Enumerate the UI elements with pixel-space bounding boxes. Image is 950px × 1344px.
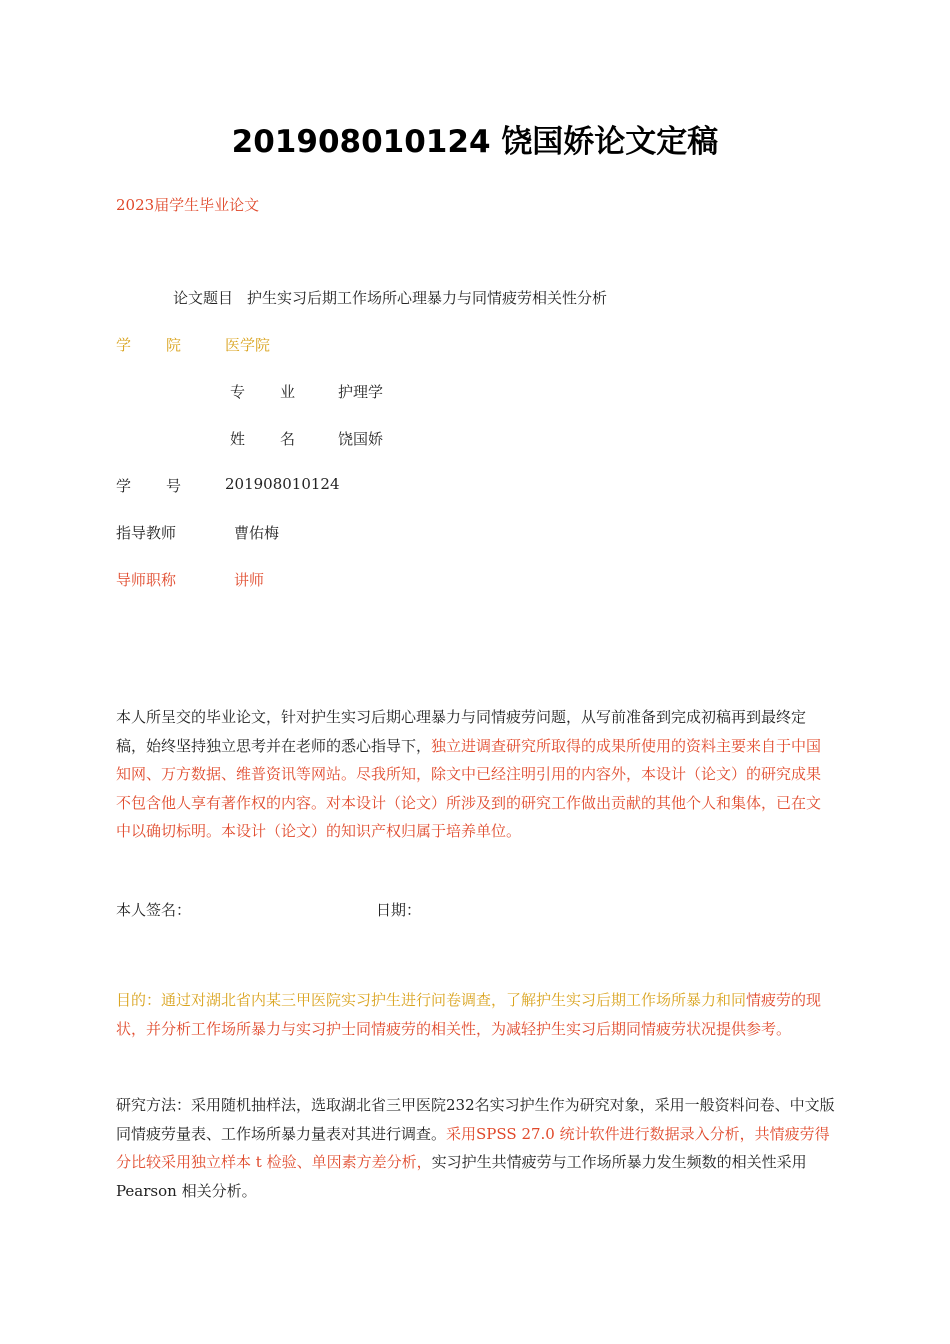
advisor-value: 曹佑梅	[234, 524, 280, 542]
document-title: 201908010124 饶国娇论文定稿	[231, 124, 719, 160]
student-id-label-char-2: 号	[166, 477, 182, 495]
name-label-char-2: 名	[280, 430, 296, 448]
objective-label: 目的：	[116, 991, 162, 1009]
objective-text-red: 情疲劳的现状，并分析工作场所暴力与实习护士同情疲劳的相关性，为减轻护生实习后期同情疲劳状况提供参考。	[116, 991, 822, 1038]
methods-text-highlighted: 采用SPSS 27.0 统计软件进行数据录入分析，共情疲劳得分比较采用独立样本 t 检验、单因素方差分析，	[116, 1124, 830, 1172]
methods-text-plain: 研究方法：采用随机抽样法，选取湖北省三甲医院232名实习护生作为研究对象，采用一般资料问卷、中文版同情疲劳量表、工作场所暴力量表对其进行调查。	[116, 1096, 835, 1143]
name-value: 饶国娇	[338, 430, 384, 448]
advisor-title-value: 讲师	[234, 571, 265, 589]
signature-label: 本人签名：	[116, 901, 192, 919]
college-label-char-1: 学	[116, 336, 132, 354]
thesis-title: 护生实习后期工作场所心理暴力与同情疲劳相关性分析	[247, 289, 608, 307]
thesis-title-label: 论文题目	[173, 289, 234, 307]
subtitle: 2023届学生毕业论文	[116, 196, 260, 214]
methods-paragraph	[116, 1091, 836, 1205]
objective-paragraph	[116, 986, 826, 1043]
declaration-paragraph	[116, 703, 826, 846]
student-id-label-char-1: 学	[116, 477, 132, 495]
date-label: 日期：	[376, 901, 422, 919]
declaration-text-plain: 本人所呈交的毕业论文，针对护生实习后期心理暴力与同情疲劳问题，从写前准备到完成初稿再到最终定稿，始终坚持独立思考并在老师的悉心指导下，	[116, 708, 807, 755]
major-label-char-2: 业	[280, 383, 296, 401]
name-label-char-1: 姓	[230, 430, 246, 448]
major-label-char-1: 专	[230, 383, 246, 401]
major-value: 护理学	[338, 383, 384, 401]
college-value: 医学院	[225, 336, 271, 354]
advisor-label: 指导教师	[116, 524, 177, 542]
declaration-text-highlighted: 独立进调查研究所取得的成果所使用的资料主要来自于中国知网、万方数据、维普资讯等网站。尽我所知，除文中已经注明引用的内容外，本设计（论文）的研究成果不包含他人享有著作权的内容。对本设计（论文）所涉及到的研究工作做出贡献的其他个人和集体，已在文中以确切标明。本设计（论文）的知识产权归属于培养单位。	[116, 736, 822, 841]
methods-text-tail: 实习护生共情疲劳与工作场所暴力发生频数的相关性采用 Pearson 相关分析。	[116, 1153, 807, 1200]
objective-text-gold: 通过对湖北省内某三甲医院实习护生进行问卷调查，了解护生实习后期工作场所暴力和同	[161, 991, 747, 1009]
college-label-char-2: 院	[166, 336, 182, 354]
student-id-value: 201908010124	[225, 475, 340, 493]
advisor-title-label: 导师职称	[116, 571, 177, 589]
